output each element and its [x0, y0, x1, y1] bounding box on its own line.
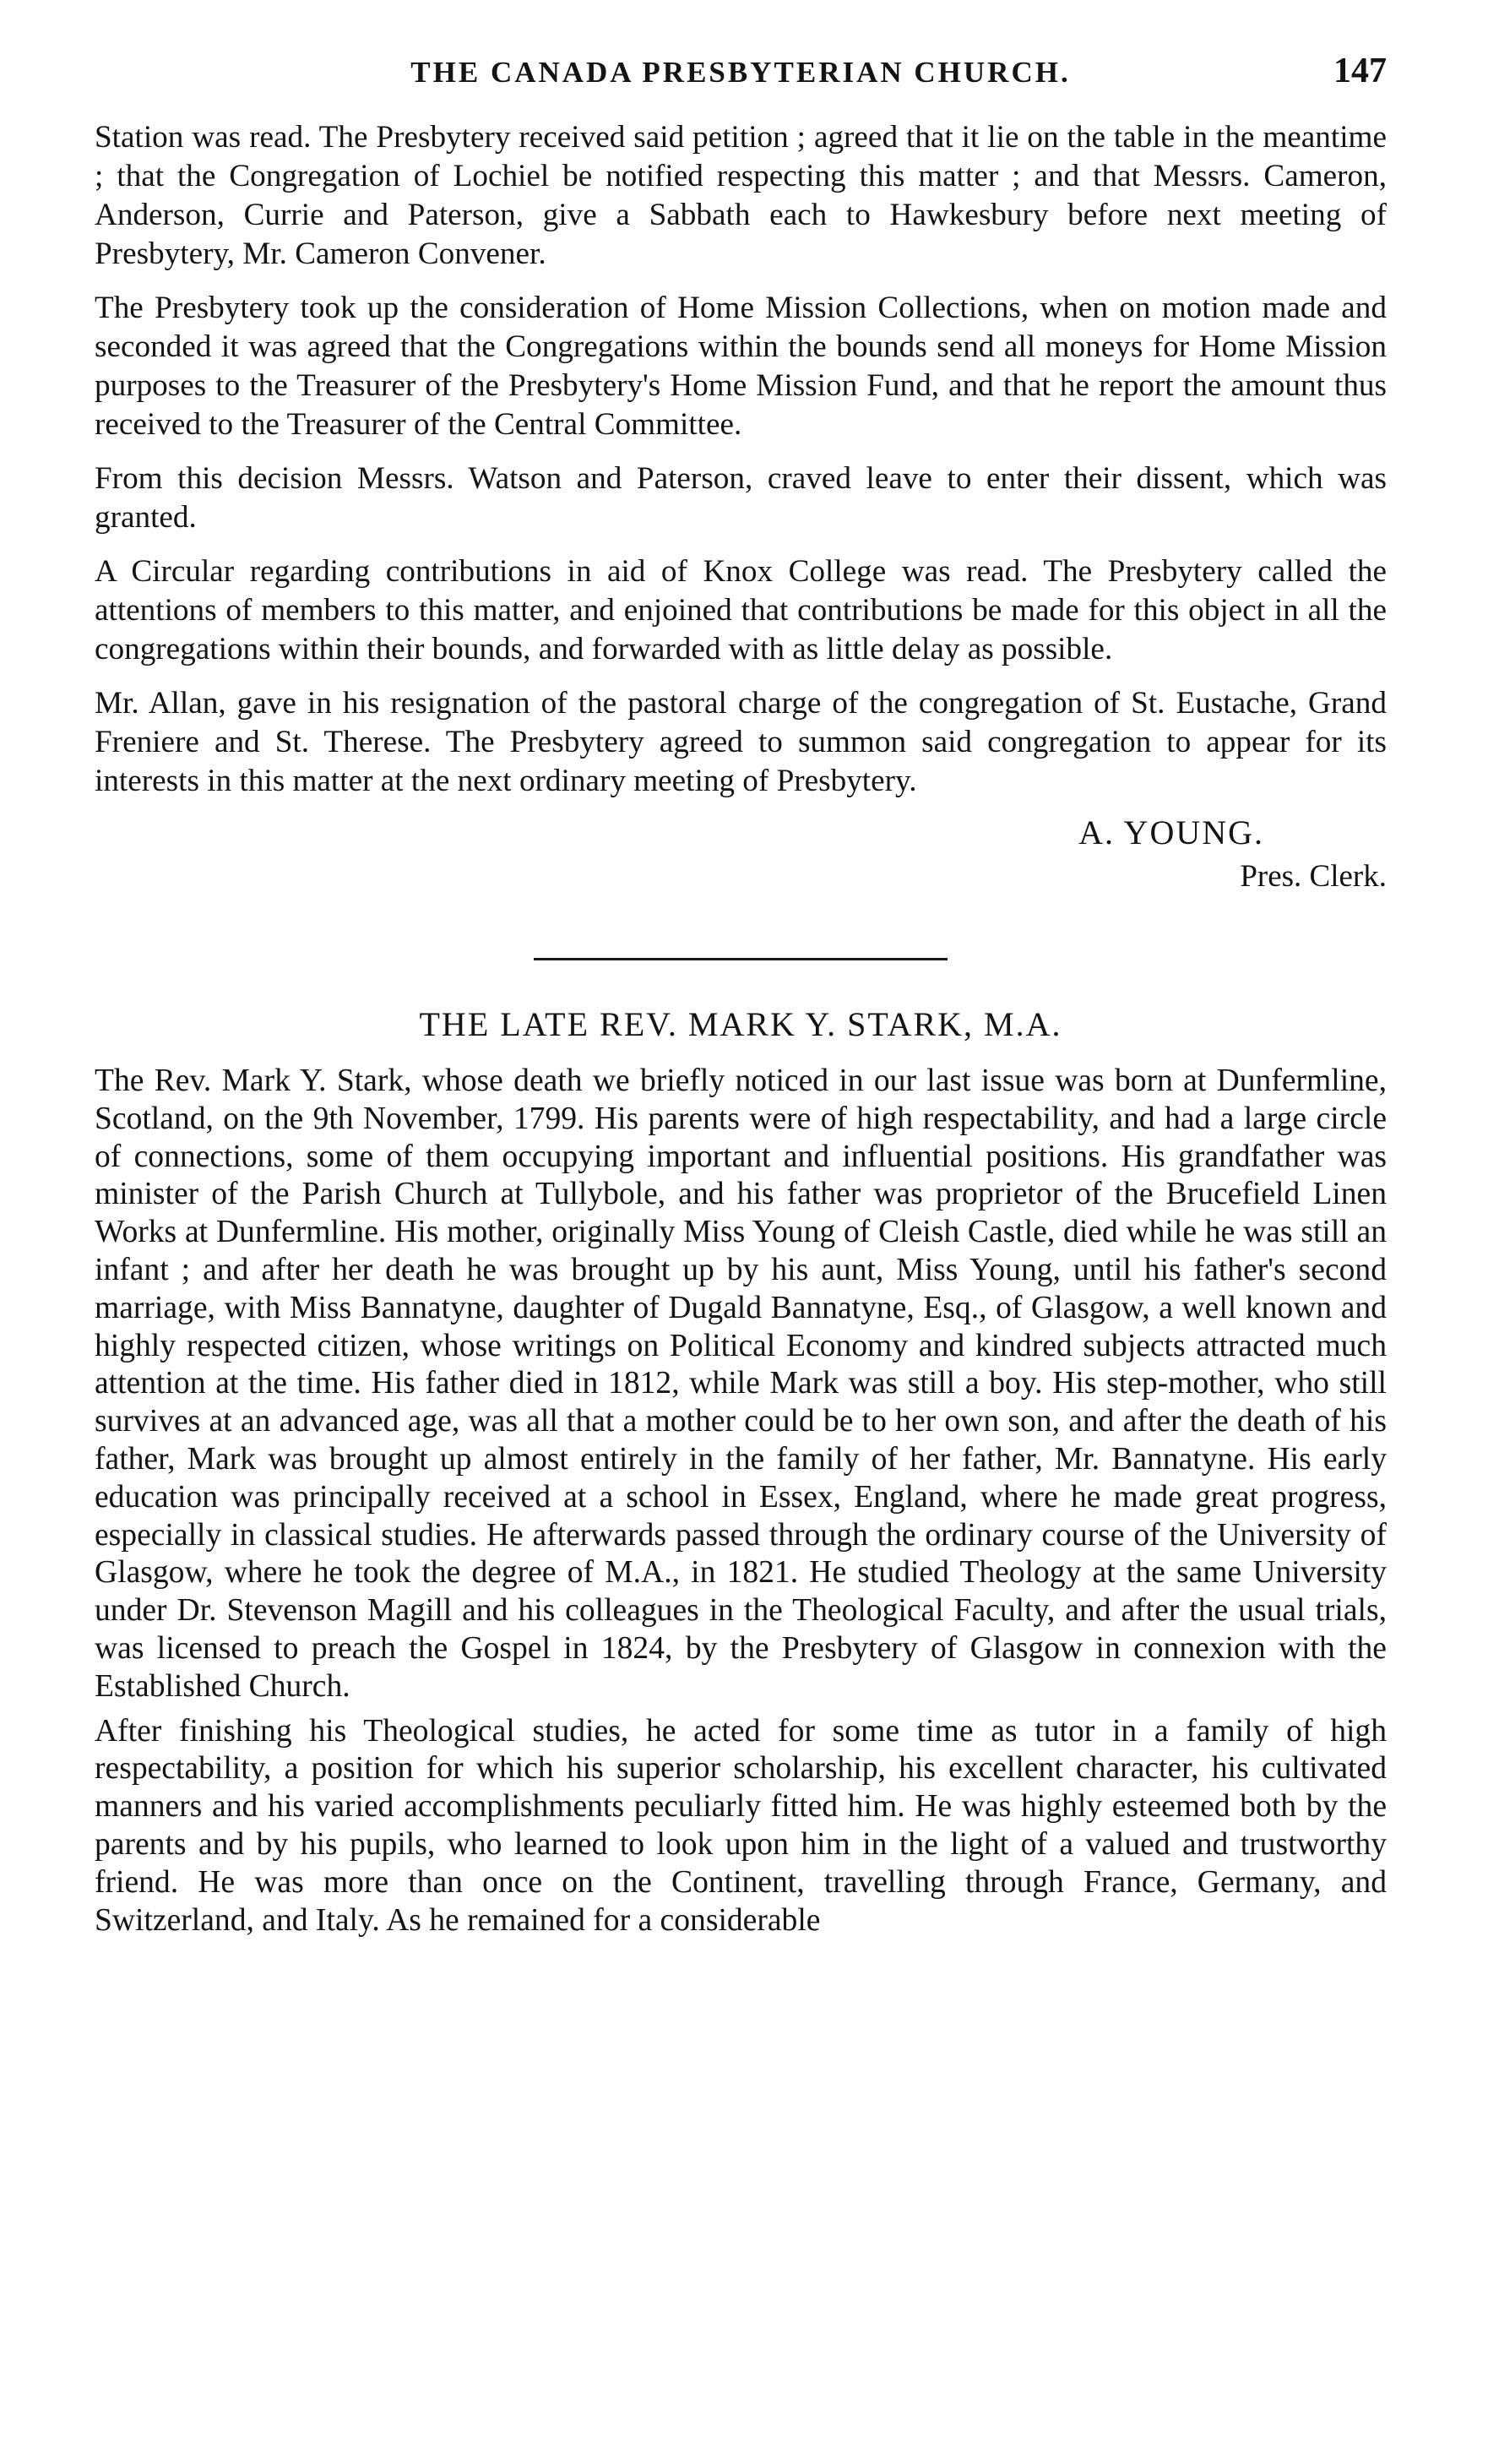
presbytery-minutes: [95, 118, 1387, 899]
minutes-paragraph: Mr. Allan, gave in his resignation of the pastoral charge of the congregation of St. Eustache, Grand Freniere and St. Therese. The Presbytery agreed to summon said congregation to appear for its interests in this matter at the next ordinary meeting of Presbytery.: [95, 686, 1387, 798]
section-divider: [534, 958, 948, 960]
article-heading: THE LATE REV. MARK Y. STARK, M.A.: [419, 1005, 1062, 1043]
obituary-article: [95, 1004, 1387, 1939]
minutes-paragraph: From this decision Messrs. Watson and Paterson, craved leave to enter their dissent, which was granted.: [95, 461, 1387, 535]
minutes-paragraph: A Circular regarding contributions in aid of Knox College was read. The Presbytery called the attentions of members to this matter, and enjoined that contributions be made for this object in all the congregations within their bounds, and forwarded with as little delay as possible.: [95, 554, 1387, 666]
article-paragraph: The Rev. Mark Y. Stark, whose death we briefly noticed in our last issue was born at Dunfermline, Scotland, on the 9th November, 1799. His parents were of high respectability, and had a large circle of connections, some of them occupying important and influential positions. His grandfather was minister of the Parish Church at Tullybole, and his father was proprietor of the Brucefield Linen Works at Dunfermline. His mother, originally Miss Young of Cleish Castle, died while he was still an infant ; and after her death he was brought up by his aunt, Miss Young, until his father's second marriage, with Miss Bannatyne, daughter of Dugald Bannatyne, Esq., of Glasgow, a well known and highly respected citizen, whose writings on Political Economy and kindred subjects attracted much attention at the time. His father died in 1812, while Mark was still a boy. His step-mother, who still survives at an advanced age, was all that a mother could be to her own son, and after the death of his father, Mark was brought up almost entirely in the family of her father, Mr. Bannatyne. His early education was principally received at a school in Essex, England, where he made great progress, especially in classical studies. He afterwards passed through the ordinary course of the University of Glasgow, where he took the degree of M.A., in 1821. He studied Theology at the same University under Dr. Stevenson Magill and his colleagues in the Theological Faculty, and after the usual trials, was licensed to preach the Gospel in 1824, by the Presbytery of Glasgow in connexion with the Established Church.: [95, 1063, 1387, 1704]
signature-name: A. YOUNG.: [1078, 813, 1264, 851]
page-number: 147: [1333, 52, 1387, 90]
minutes-paragraph: Station was read. The Presbytery received said petition ; agreed that it lie on the table in the meantime ; that the Congregation of Lochiel be notified respecting this matter ; and that Messrs. Cameron, Anderson, Currie and Paterson, give a Sabbath each to Hawkesbury before next meeting of Presbytery, Mr. Cameron Convener.: [95, 120, 1387, 271]
article-paragraph: After finishing his Theological studies, he acted for some time as tutor in a family of high respectability, a position for which his superior scholarship, his excellent character, his cultivated manners and his varied accomplishments peculiarly fitted him. He was highly esteemed both by the parents and by his pupils, who learned to look upon him in the light of a valued and trustworthy friend. He was more than once on the Continent, travelling through France, Germany, and Switzerland, and Italy. As he remained for a considerable: [95, 1713, 1387, 1938]
running-title: THE CANADA PRESBYTERIAN CHURCH.: [410, 56, 1071, 89]
running-header: [95, 51, 1387, 118]
minutes-paragraph: The Presbytery took up the consideration of Home Mission Collections, when on motion made and seconded it was agreed that the Congregations within the bounds send all moneys for Home Mission purposes to the Treasurer of the Presbytery's Home Mission Fund, and that he report the amount thus received to the Treasurer of the Central Committee.: [95, 291, 1387, 442]
signature-title: Pres. Clerk.: [1240, 859, 1387, 894]
page: [95, 51, 1387, 1946]
